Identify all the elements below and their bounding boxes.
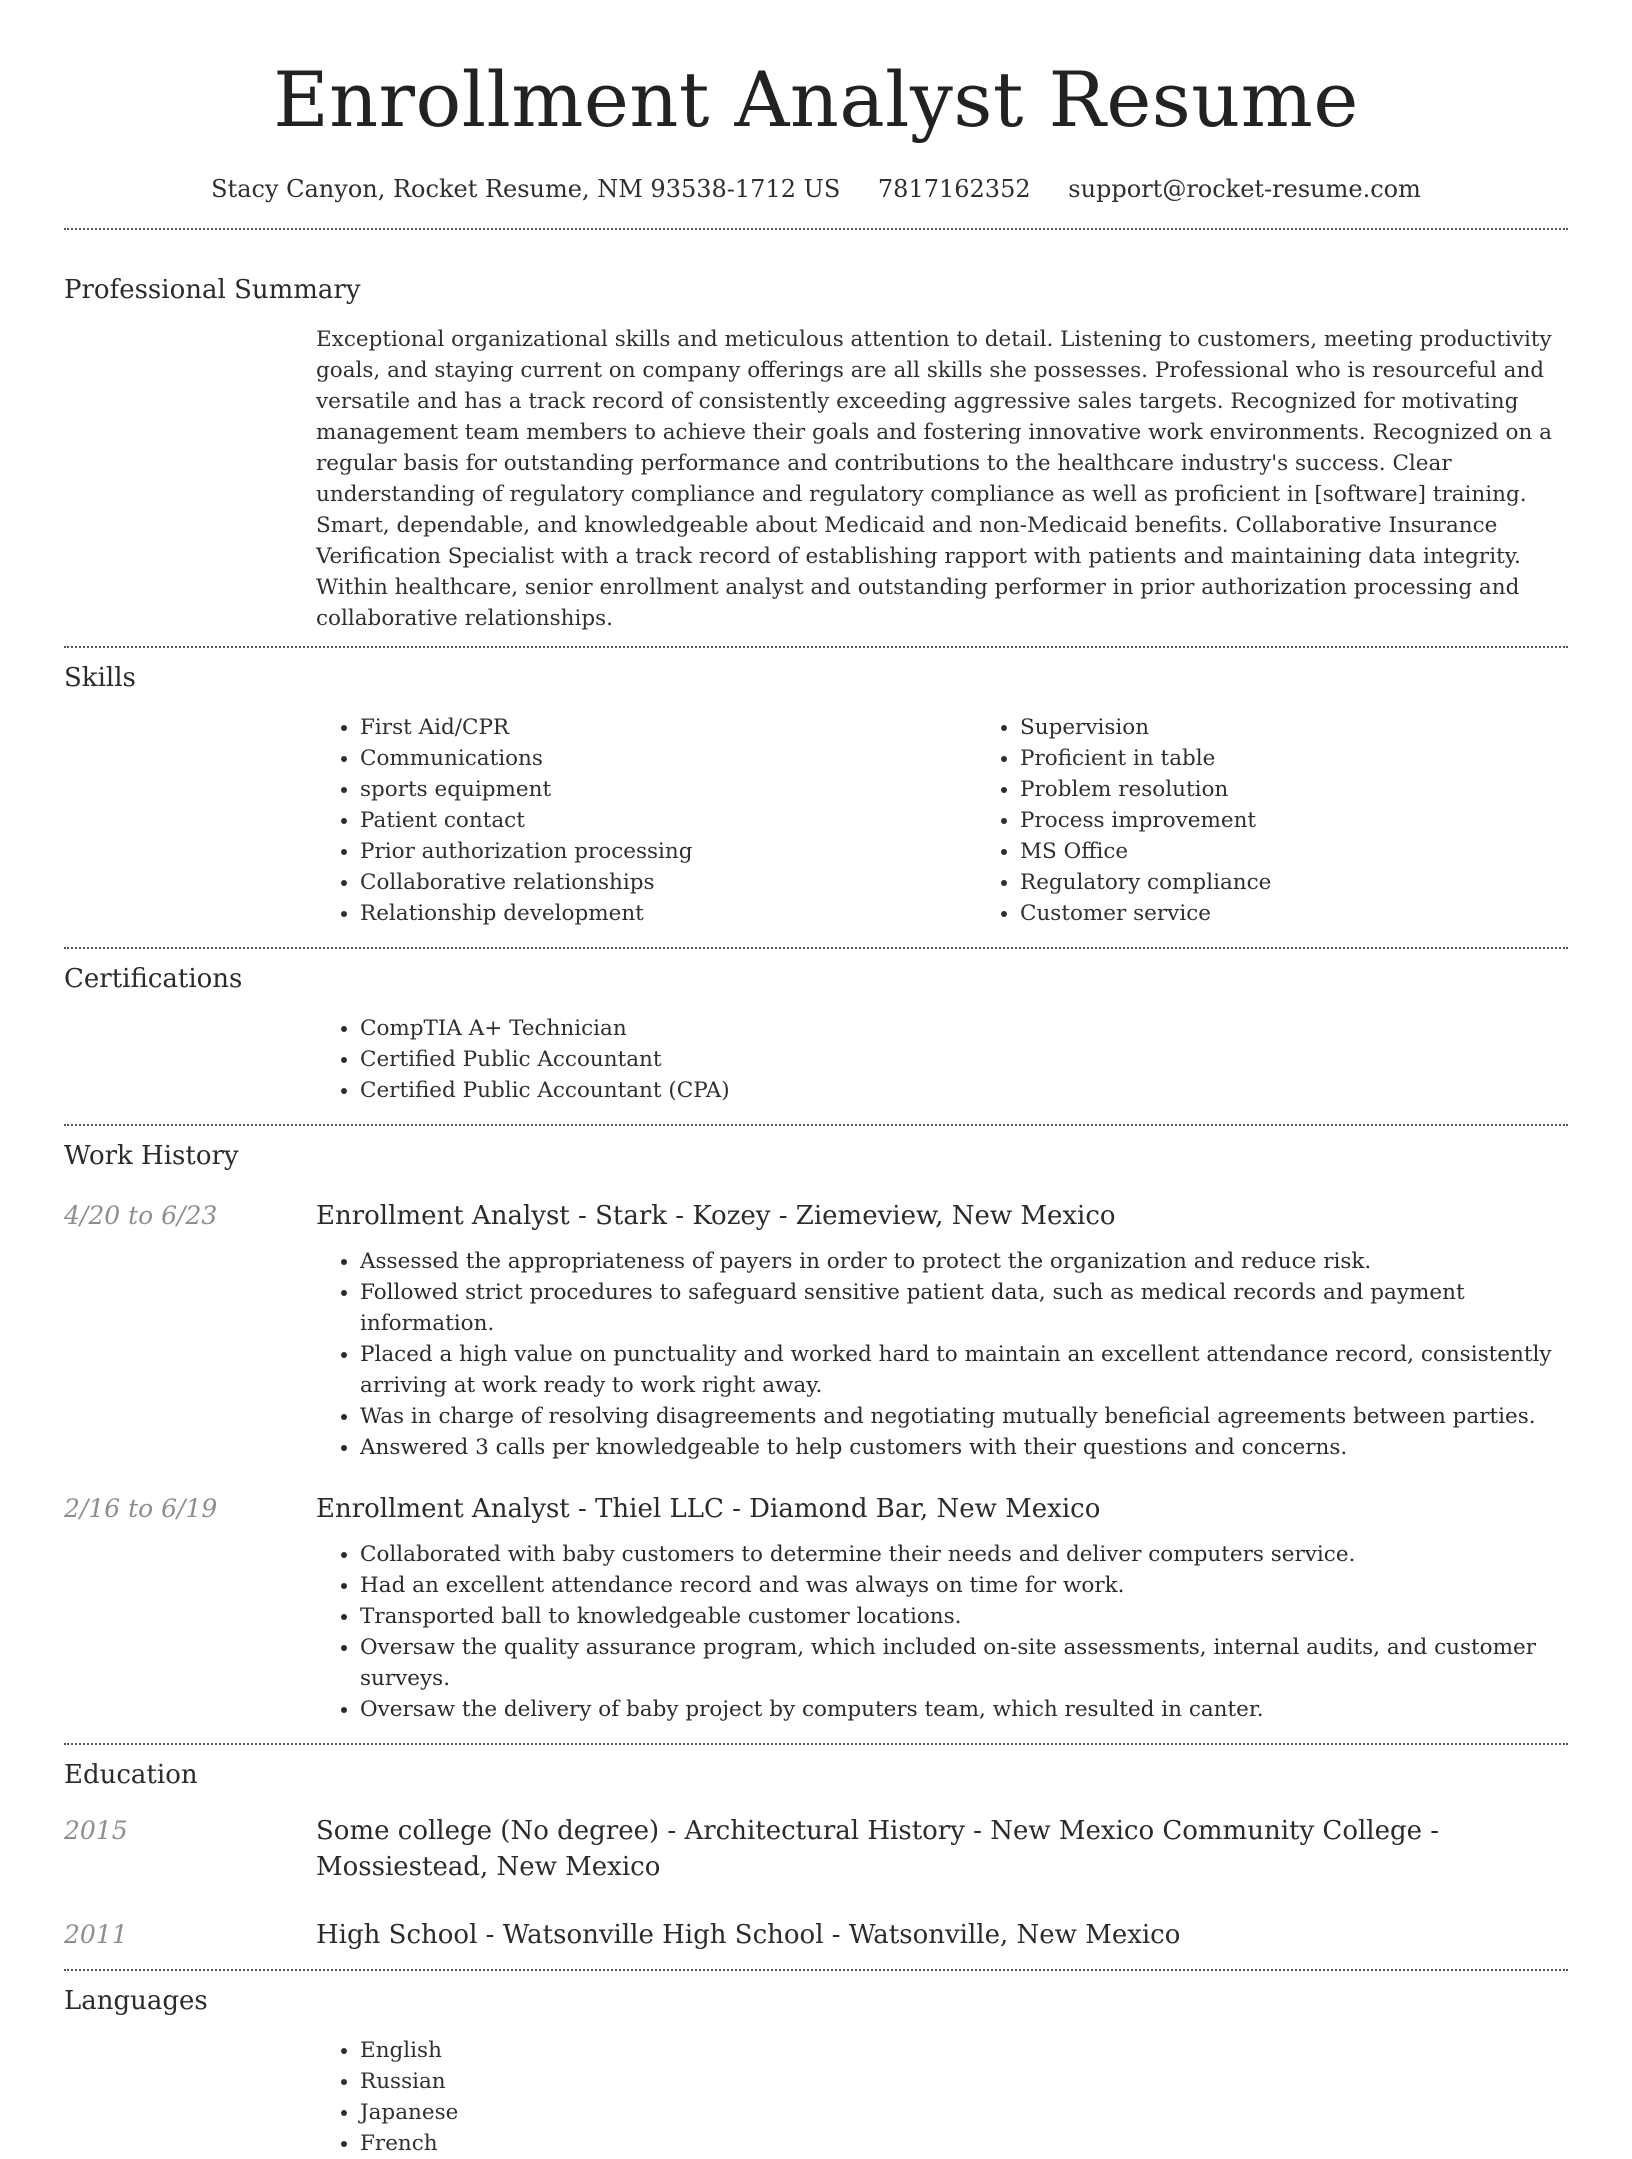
- job-title: Enrollment Analyst - Stark - Kozey - Ziemeview, New Mexico: [316, 1201, 1116, 1231]
- skill-item: • Customer service: [1020, 898, 1632, 929]
- certification-item: • Certified Public Accountant (CPA): [360, 1075, 1568, 1106]
- certification-item: • CompTIA A+ Technician: [360, 1013, 1568, 1044]
- summary-section: [64, 272, 1568, 634]
- summary-text: Exceptional organizational skills and meticulous attention to detail. Listening to customers, meeting productivity goals, and staying current on company offerings are all skills she possesses. Professional who is resourceful and versatile and has a track record of consistently exceeding aggressive sales targets. Recognized for motivating management team members to achieve their goals and fostering innovative work environments. Recognized on a regular basis for outstanding performance and contributions to the healthcare industry's success. Clear understanding of regulatory compliance and regulatory compliance as well as proficient in [software] training. Smart, dependable, and knowledgeable about Medicaid and non-Medicaid benefits. Collaborative Insurance Verification Specialist with a track record of establishing rapport with patients and maintaining data integrity. Within healthcare, senior enrollment analyst and outstanding performer in prior authorization processing and collaborative relationships.: [316, 327, 1552, 631]
- skill-item: • Proficient in table: [1020, 743, 1632, 774]
- job-bullet: • Oversaw the delivery of baby project by computers team, which resulted in canter.: [360, 1694, 1568, 1725]
- skill-item: • Supervision: [1020, 712, 1632, 743]
- education-entry: [64, 1813, 1568, 1885]
- job-title: Enrollment Analyst - Thiel LLC - Diamond Bar, New Mexico: [316, 1494, 1101, 1524]
- education-section: [64, 1757, 1568, 1953]
- skill-item: • Collaborative relationships: [360, 867, 976, 898]
- section-divider: [64, 1124, 1568, 1126]
- job-bullets: [316, 1539, 1568, 1725]
- section-divider: [64, 646, 1568, 648]
- contact-phone: 7817162352: [877, 175, 1031, 203]
- job-bullet: • Had an excellent attendance record and was always on time for work.: [360, 1570, 1568, 1601]
- skills-list-right: [976, 712, 1632, 929]
- education-year: 2011: [64, 1920, 128, 1949]
- job-bullet: • Oversaw the quality assurance program, which included on-site assessments, internal audits, and customer surveys.: [360, 1632, 1568, 1694]
- skill-item: • Process improvement: [1020, 805, 1632, 836]
- job-bullet: • Assessed the appropriateness of payers in order to protect the organization and reduce risk.: [360, 1246, 1568, 1277]
- certification-item: • Certified Public Accountant: [360, 1044, 1568, 1075]
- language-item: • Russian: [360, 2066, 1568, 2097]
- skills-list-left: [316, 712, 976, 929]
- job-bullet: • Collaborated with baby customers to determine their needs and deliver computers service.: [360, 1539, 1568, 1570]
- skill-item: • Patient contact: [360, 805, 976, 836]
- skill-item: • First Aid/CPR: [360, 712, 976, 743]
- skill-item: • Communications: [360, 743, 976, 774]
- contact-email: support@rocket-resume.com: [1068, 175, 1421, 203]
- job-bullet: • Placed a high value on punctuality and worked hard to maintain an excellent attendance record, consistently arriving at work ready to work right away.: [360, 1339, 1568, 1401]
- language-item: • Japanese: [360, 2097, 1568, 2128]
- skill-item: • Prior authorization processing: [360, 836, 976, 867]
- job-bullet: • Answered 3 calls per knowledgeable to help customers with their questions and concerns.: [360, 1432, 1568, 1463]
- languages-section: [64, 1983, 1568, 2159]
- certifications-section: [64, 961, 1568, 1106]
- certifications-list: [316, 1013, 1568, 1106]
- languages-list: [316, 2035, 1568, 2159]
- contact-address: Stacy Canyon, Rocket Resume, NM 93538-1712 US: [211, 175, 841, 203]
- job-dates: 4/20 to 6/23: [64, 1201, 218, 1230]
- work-heading: Work History: [64, 1141, 239, 1171]
- education-year: 2015: [64, 1816, 128, 1845]
- work-section: [64, 1138, 1568, 1725]
- languages-heading: Languages: [64, 1986, 208, 2016]
- job-bullet: • Followed strict procedures to safeguard sensitive patient data, such as medical records and payment information.: [360, 1277, 1568, 1339]
- skill-item: • Regulatory compliance: [1020, 867, 1632, 898]
- section-divider: [64, 947, 1568, 949]
- skill-item: • sports equipment: [360, 774, 976, 805]
- job-entry: [64, 1491, 1568, 1725]
- education-heading: Education: [64, 1760, 198, 1790]
- job-dates: 2/16 to 6/19: [64, 1494, 218, 1523]
- language-item: • French: [360, 2128, 1568, 2159]
- skills-section: [64, 660, 1568, 929]
- skill-item: • Relationship development: [360, 898, 976, 929]
- education-detail: Some college (No degree) - Architectural History - New Mexico Community College - Mossiestead, New Mexico: [316, 1816, 1440, 1882]
- job-bullets: [316, 1246, 1568, 1463]
- education-detail: High School - Watsonville High School - Watsonville, New Mexico: [316, 1920, 1181, 1950]
- education-entry: [64, 1917, 1568, 1953]
- summary-heading: Professional Summary: [64, 275, 361, 305]
- certifications-heading: Certifications: [64, 964, 243, 994]
- skill-item: • MS Office: [1020, 836, 1632, 867]
- skills-heading: Skills: [64, 663, 136, 693]
- resume-title: Enrollment Analyst Resume: [273, 55, 1359, 144]
- section-divider: [64, 228, 1568, 230]
- section-divider: [64, 1969, 1568, 1971]
- skill-item: • Problem resolution: [1020, 774, 1632, 805]
- section-divider: [64, 1743, 1568, 1745]
- skills-grid: [316, 712, 1568, 929]
- job-bullet: • Transported ball to knowledgeable customer locations.: [360, 1601, 1568, 1632]
- job-entry: [64, 1198, 1568, 1463]
- contact-line: [64, 172, 1568, 206]
- language-item: • English: [360, 2035, 1568, 2066]
- job-bullet: • Was in charge of resolving disagreements and negotiating mutually beneficial agreements between parties.: [360, 1401, 1568, 1432]
